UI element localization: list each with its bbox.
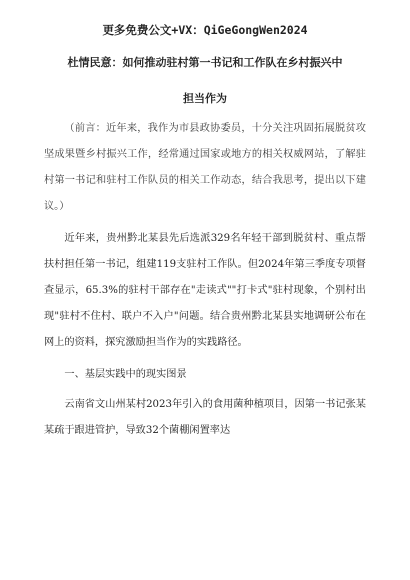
body-paragraph-2: 云南省文山州某村2023年引入的食用菌种植项目，因第一书记张某某疏于跟进管护，导致32个菌棚闲置率达: [44, 399, 366, 436]
preface-paragraph: （前言：近年来，我作为市县政协委员，十分关注巩固拓展脱贫攻坚成果暨乡村振兴工作，经常通过国家或地方的相关权威网站，了解驻村第一书记和驻村工作队员的相关工作动态，结合我思考，提出以下建议。）: [44, 123, 366, 212]
watermark-text: 更多免费公文+VX：QiGeGongWen2024: [102, 23, 308, 37]
section-heading: 一、基层实践中的现实图景: [64, 369, 187, 380]
document-title-line-1: 杜情民意：如何推动驻村第一书记和工作队在乡村振兴中: [67, 56, 343, 69]
document-title-line-2: 担当作为: [183, 92, 227, 105]
body-paragraph-1: 近年来，贵州黔北某县先后选派329名年轻干部到脱贫村、重点帮扶村担任第一书记，组建119支驻村工作队。但2024年第三季度专项督查显示，65.3%的驻村干部存在"走读式""打卡式"驻村现象，个别村出现"驻村不住村、联户不入户"问题。结合贵州黔北某县实地调研公布在网上的资料，探究激励担当作为的实践路径。: [44, 233, 366, 348]
